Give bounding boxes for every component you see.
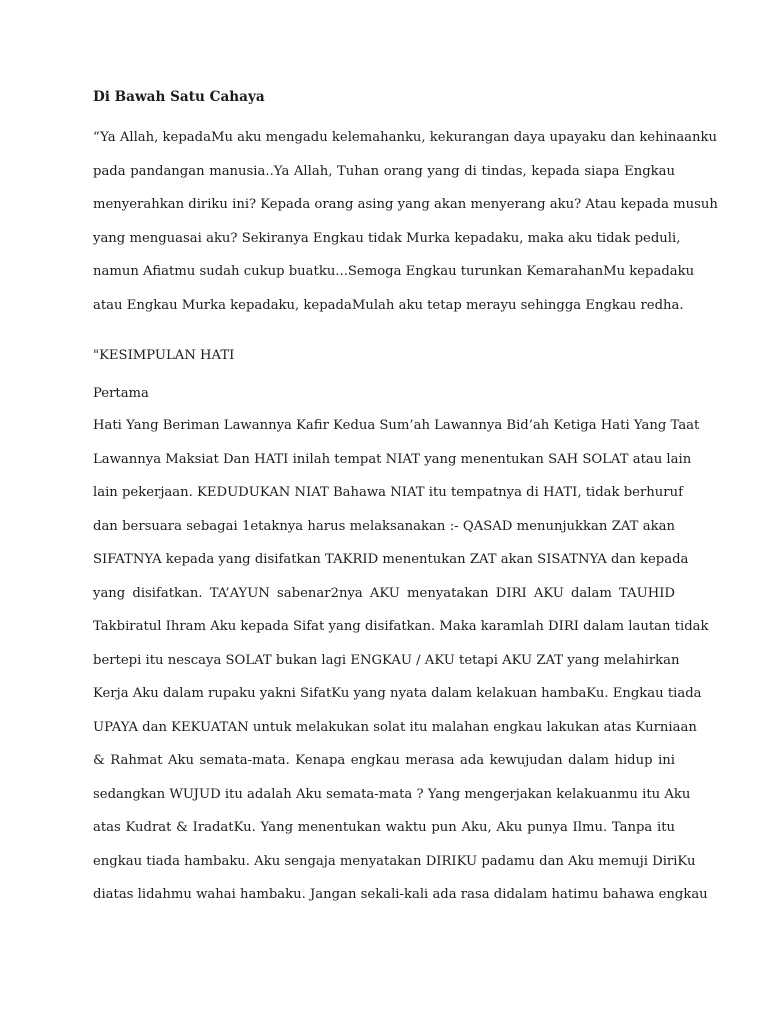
body-paragraph-line: Hati Yang Beriman Lawannya Kafir Kedua Sum’ah Lawannya Bid’ah Ketiga Hati Yang Taat — [93, 418, 700, 433]
quote-paragraph-line: pada pandangan manusia..Ya Allah, Tuhan orang yang di tindas, kepada siapa Engkau — [93, 163, 675, 179]
body-paragraph-line: diatas lidahmu wahai hambaku. Jangan sekali-kali ada rasa didalam hatimu bahawa engkau — [93, 887, 708, 902]
body-paragraph-line: lain pekerjaan. KEDUDUKAN NIAT Bahawa NIAT itu tempatnya di HATI, tidak berhuruf — [93, 485, 683, 500]
body-paragraph-line: Kerja Aku dalam rupaku yakni SifatKu yang nyata dalam kelakuan hambaKu. Engkau tiada — [93, 686, 702, 701]
quote-paragraph-line: menyerahkan diriku ini? Kepada orang asing yang akan menyerang aku? Atau kepada musuh — [93, 197, 718, 212]
section-heading: "KESIMPULAN HATI — [93, 348, 235, 363]
body-paragraph-line: yang disifatkan. TA’AYUN sabenar2nya AKU menyatakan DIRI AKU dalam TAUHID — [93, 585, 675, 601]
body-paragraph-line: engkau tiada hambaku. Aku sengaja menyatakan DIRIKU padamu dan Aku memuji DiriKu — [93, 853, 696, 869]
body-paragraph-line: atas Kudrat & IradatKu. Yang menentukan waktu pun Aku, Aku punya Ilmu. Tanpa itu — [93, 820, 675, 835]
document-title: Di Bawah Satu Cahaya — [93, 89, 265, 105]
body-paragraph-line: Lawannya Maksiat Dan HATI inilah tempat NIAT yang menentukan SAH SOLAT atau lain — [93, 451, 692, 467]
body-paragraph-line: & Rahmat Aku semata-mata. Kenapa engkau merasa ada kewujudan dalam hidup ini — [93, 753, 675, 768]
quote-paragraph-line: “Ya Allah, kepadaMu aku mengadu kelemahanku, kekurangan daya upayaku dan kehinaanku — [93, 130, 718, 145]
quote-paragraph-line: yang menguasai aku? Sekiranya Engkau tidak Murka kepadaku, maka aku tidak peduli, — [93, 230, 681, 246]
body-paragraph-line: sedangkan WUJUD itu adalah Aku semata-mata ? Yang mengerjakan kelakuanmu itu Aku — [93, 786, 691, 802]
body-paragraph-line: SIFATNYA kepada yang disifatkan TAKRID menentukan ZAT akan SISATNYA dan kepada — [93, 552, 689, 567]
quote-paragraph-line: atau Engkau Murka kepadaku, kepadaMulah aku tetap merayu sehingga Engkau redha. — [93, 297, 684, 313]
quote-paragraph-line: namun Afiatmu sudah cukup buatku...Semoga Engkau turunkan KemarahanMu kepadaku — [93, 264, 695, 279]
body-paragraph — [93, 409, 709, 912]
body-paragraph-line: UPAYA dan KEKUATAN untuk melakukan solat itu malahan engkau lakukan atas Kurniaan — [93, 719, 697, 735]
body-paragraph-line: bertepi itu nescaya SOLAT bukan lagi ENGKAU / AKU tetapi AKU ZAT yang melahirkan — [93, 652, 680, 668]
body-paragraph-line: dan bersuara sebagai 1etaknya harus melaksanakan :- QASAD menunjukkan ZAT akan — [93, 518, 675, 534]
body-paragraph-line: Takbiratul Ihram Aku kepada Sifat yang disifatkan. Maka karamlah DIRI dalam lautan tidak — [93, 619, 709, 634]
section-label: Pertama — [93, 386, 149, 401]
quote-paragraph — [93, 121, 718, 322]
